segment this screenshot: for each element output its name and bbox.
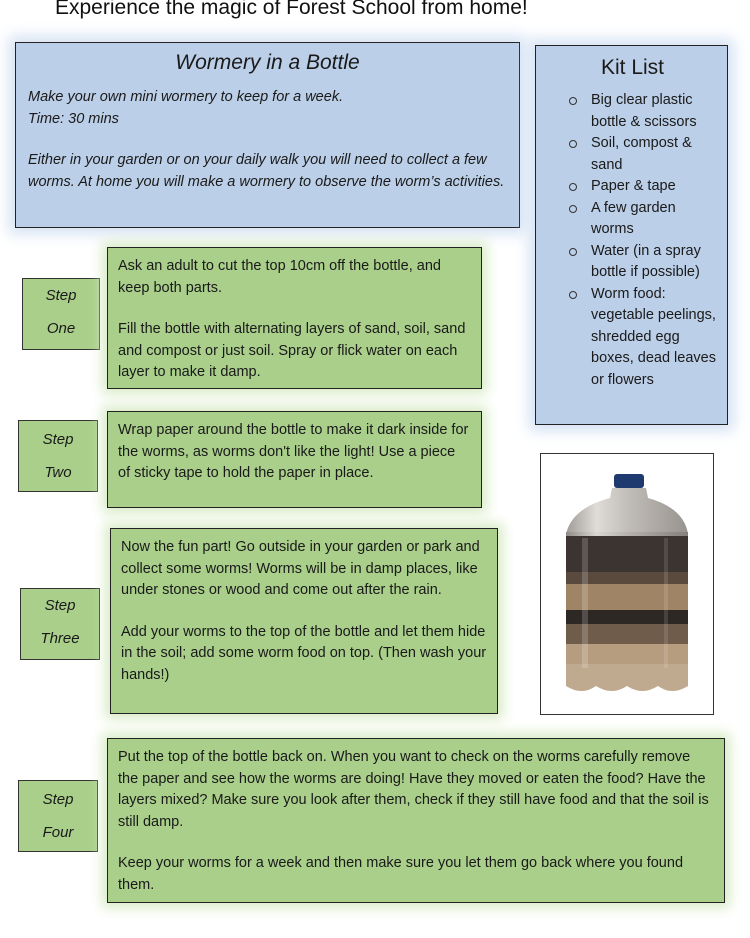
step-four-label: Step Four xyxy=(18,780,98,852)
kit-list-panel xyxy=(535,45,728,425)
step-one-label: Step One xyxy=(22,278,100,350)
step-four-box xyxy=(107,738,725,903)
bullet-icon xyxy=(569,291,577,299)
kit-item: Paper & tape xyxy=(546,176,719,198)
kit-item: A few garden worms xyxy=(546,198,719,241)
step-four-text-1: Put the top of the bottle back on. When you want to check on the worms carefully remove the paper and see how the worms are doing! Have they moved or eaten the food? Have the layers mixed? Make sure you look after them, check if they still have food and that the soil is still damp. xyxy=(118,749,709,830)
intro-panel xyxy=(15,42,520,228)
step-one-text-2: Fill the bottle with alternating layers of sand, soil, sand and compost or just soil. Spray or flick water on each layer to make it damp. xyxy=(118,321,466,380)
wormery-bottle-icon xyxy=(552,464,702,704)
step-three-box xyxy=(110,528,498,714)
intro-paragraph: Either in your garden or on your daily walk you will need to collect a few worms. At home you will make a wormery to observe the worm’s activities. xyxy=(28,152,505,190)
activity-title: Wormery in a Bottle xyxy=(175,51,360,74)
bullet-icon xyxy=(569,205,577,213)
step-four-text-2: Keep your worms for a week and then make sure you let them go back where you found them. xyxy=(118,855,684,893)
step-one-text-1: Ask an adult to cut the top 10cm off the bottle, and keep both parts. xyxy=(118,258,441,296)
kit-item: Water (in a spray bottle if possible) xyxy=(546,241,719,284)
kit-item: Worm food: vegetable peelings, shredded egg boxes, dead leaves or flowers xyxy=(546,284,719,392)
intro-line-1: Make your own mini wormery to keep for a week. xyxy=(28,89,344,105)
step-three-text-1: Now the fun part! Go outside in your garden or park and collect some worms! Worms will be in damp places, like under stones or wood and come out after the rain. xyxy=(121,539,480,598)
bullet-icon xyxy=(569,140,577,148)
kit-item: Big clear plastic bottle & scissors xyxy=(546,90,719,133)
step-one-box xyxy=(107,247,482,389)
kit-list-title: Kit List xyxy=(600,56,665,79)
step-three-label: Step Three xyxy=(20,588,100,660)
wormery-photo xyxy=(540,453,714,715)
step-three-text-2: Add your worms to the top of the bottle and let them hide in the soil; add some worm food on top. (Then wash your hands!) xyxy=(121,623,487,683)
kit-item: Soil, compost & sand xyxy=(546,133,719,176)
step-two-text: Wrap paper around the bottle to make it dark inside for the worms, as worms don't like the light! Use a piece of sticky tape to hold the paper in place. xyxy=(118,422,469,481)
step-two-label: Step Two xyxy=(18,420,98,492)
kit-list xyxy=(546,90,719,391)
intro-time: Time: 30 mins xyxy=(28,110,119,127)
bullet-icon xyxy=(569,97,577,105)
step-two-box xyxy=(107,411,482,508)
page-title: Experience the magic of Forest School from home! xyxy=(55,0,528,19)
bullet-icon xyxy=(569,248,577,256)
bullet-icon xyxy=(569,183,577,191)
